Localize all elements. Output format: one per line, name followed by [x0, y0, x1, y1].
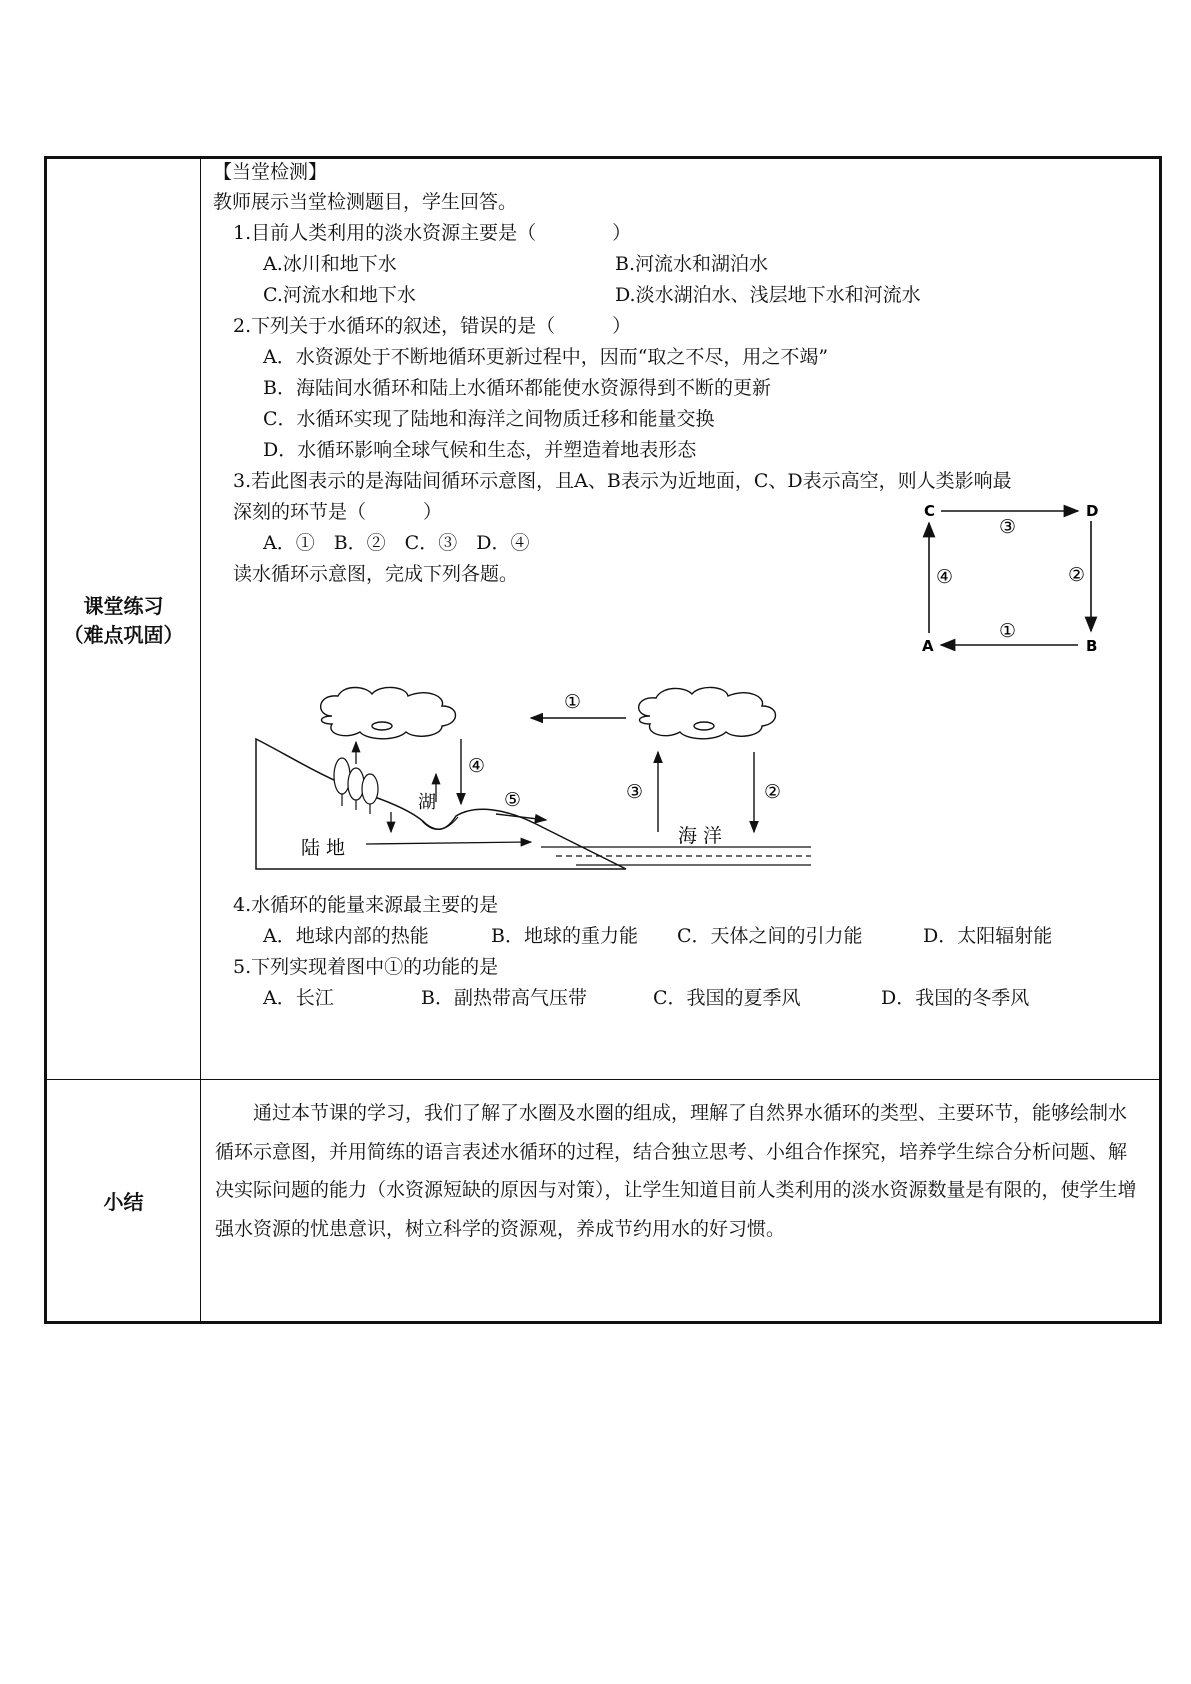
q4-option-c: C．天体之间的引力能	[677, 925, 863, 947]
label-c: C	[924, 502, 936, 520]
side-label-summary: 小结	[103, 1190, 144, 1214]
q5-option-a: A．长江	[263, 987, 334, 1009]
cloud-over-ocean	[639, 687, 776, 738]
lake-water	[422, 817, 458, 830]
ocean-surface	[541, 847, 811, 865]
exercise-content	[201, 159, 1159, 1079]
summary-text: 通过本节课的学习，我们了解了水圈及水圈的组成，理解了自然界水循环的类型、主要环节，能够绘制水循环示意图，并用简练的语言表述水循环的过程，结合独立思考、小组合作探究，培养学生综合分析问题、解决实际问题的能力（水资源短缺的原因与对策），让学生知道目前人类利用的淡水资源数量是有限的，使学生增强水资源的忧患意识，树立科学的资源观，养成节约用水的好习惯。	[215, 1102, 1137, 1240]
label-lake: 湖	[418, 792, 436, 813]
cloud-over-land	[321, 687, 456, 738]
label-circled-2: ②	[1068, 564, 1086, 586]
lesson-table	[44, 156, 1162, 1324]
q2-option-b: B．海陆间水循环和陆上水循环都能使水资源得到不断的更新	[263, 377, 771, 399]
q1-stem: 1.目前人类利用的淡水资源主要是（ ）	[233, 222, 632, 244]
q1-option-c: C.河流水和地下水	[263, 284, 416, 306]
intro-text: 教师展示当堂检测题目，学生回答。	[213, 191, 518, 213]
q2-option-c: C．水循环实现了陆地和海洋之间物质迁移和能量交换	[263, 408, 715, 430]
label-circled-3: ③	[999, 516, 1017, 538]
trees-icon	[334, 758, 378, 814]
label-circled-1: ①	[999, 620, 1017, 642]
cycle-box-diagram	[906, 499, 1116, 669]
q3-stem-line1: 3.若此图表示的是海陆间循环示意图，且A、B表示为近地面，C、D表示高空，则人类影响最	[233, 470, 1012, 492]
q4-option-b: B．地球的重力能	[491, 925, 638, 947]
summary-row	[46, 1080, 1161, 1323]
label-ocean: 海 洋	[678, 825, 723, 847]
label-land: 陆 地	[301, 837, 346, 859]
read-prompt: 读水循环示意图，完成下列各题。	[233, 563, 519, 585]
q1-option-b: B.河流水和湖泊水	[615, 253, 769, 275]
q5-option-d: D．我国的冬季风	[881, 987, 1030, 1009]
exercise-row	[46, 158, 1161, 1080]
q2-stem: 2.下列关于水循环的叙述，错误的是（ ）	[233, 315, 632, 337]
q5-option-b: B．副热带高气压带	[421, 987, 587, 1009]
side-label-exercise: 课堂练习	[83, 594, 164, 618]
q4-stem: 4.水循环的能量来源最主要的是	[233, 894, 499, 916]
q1-option-d: D.淡水湖泊水、浅层地下水和河流水	[615, 284, 921, 306]
q5-option-c: C．我国的夏季风	[653, 987, 801, 1009]
q2-option-d: D．水循环影响全球气候和生态，并塑造着地表形态	[263, 439, 697, 461]
q1-option-a: A.冰川和地下水	[263, 253, 397, 275]
q4-option-a: A．地球内部的热能	[263, 925, 429, 947]
side-label-subtitle: （难点巩固）	[63, 623, 184, 647]
label-d: D	[1086, 502, 1099, 520]
label-circled-3: ③	[626, 781, 644, 803]
label-circled-4: ④	[936, 566, 954, 588]
summary-content-cell	[201, 1080, 1161, 1323]
q3-options: A．① B．② C．③ D．④	[263, 532, 530, 554]
section-title: 【当堂检测】	[213, 161, 328, 183]
label-b: B	[1086, 637, 1098, 655]
arrow-underground-runoff	[366, 842, 531, 844]
water-cycle-diagram	[246, 684, 826, 874]
label-circled-1: ①	[564, 691, 582, 713]
lesson-table-wrapper	[44, 156, 1155, 1324]
q2-option-a: A．水资源处于不断地循环更新过程中，因而“取之不尽，用之不竭”	[263, 346, 829, 368]
q5-stem: 5.下列实现着图中①的功能的是	[233, 956, 499, 978]
summary-side-cell	[46, 1080, 201, 1323]
exercise-content-cell	[201, 158, 1161, 1080]
label-circled-5: ⑤	[504, 789, 522, 811]
exercise-side-cell	[46, 158, 201, 1080]
q4-option-d: D．太阳辐射能	[923, 925, 1053, 947]
label-a: A	[922, 637, 934, 655]
label-circled-4: ④	[468, 755, 486, 777]
q3-stem-line2: 深刻的环节是（ ）	[233, 501, 443, 523]
label-circled-2: ②	[764, 781, 782, 803]
arrow-5-runoff	[496, 814, 546, 820]
